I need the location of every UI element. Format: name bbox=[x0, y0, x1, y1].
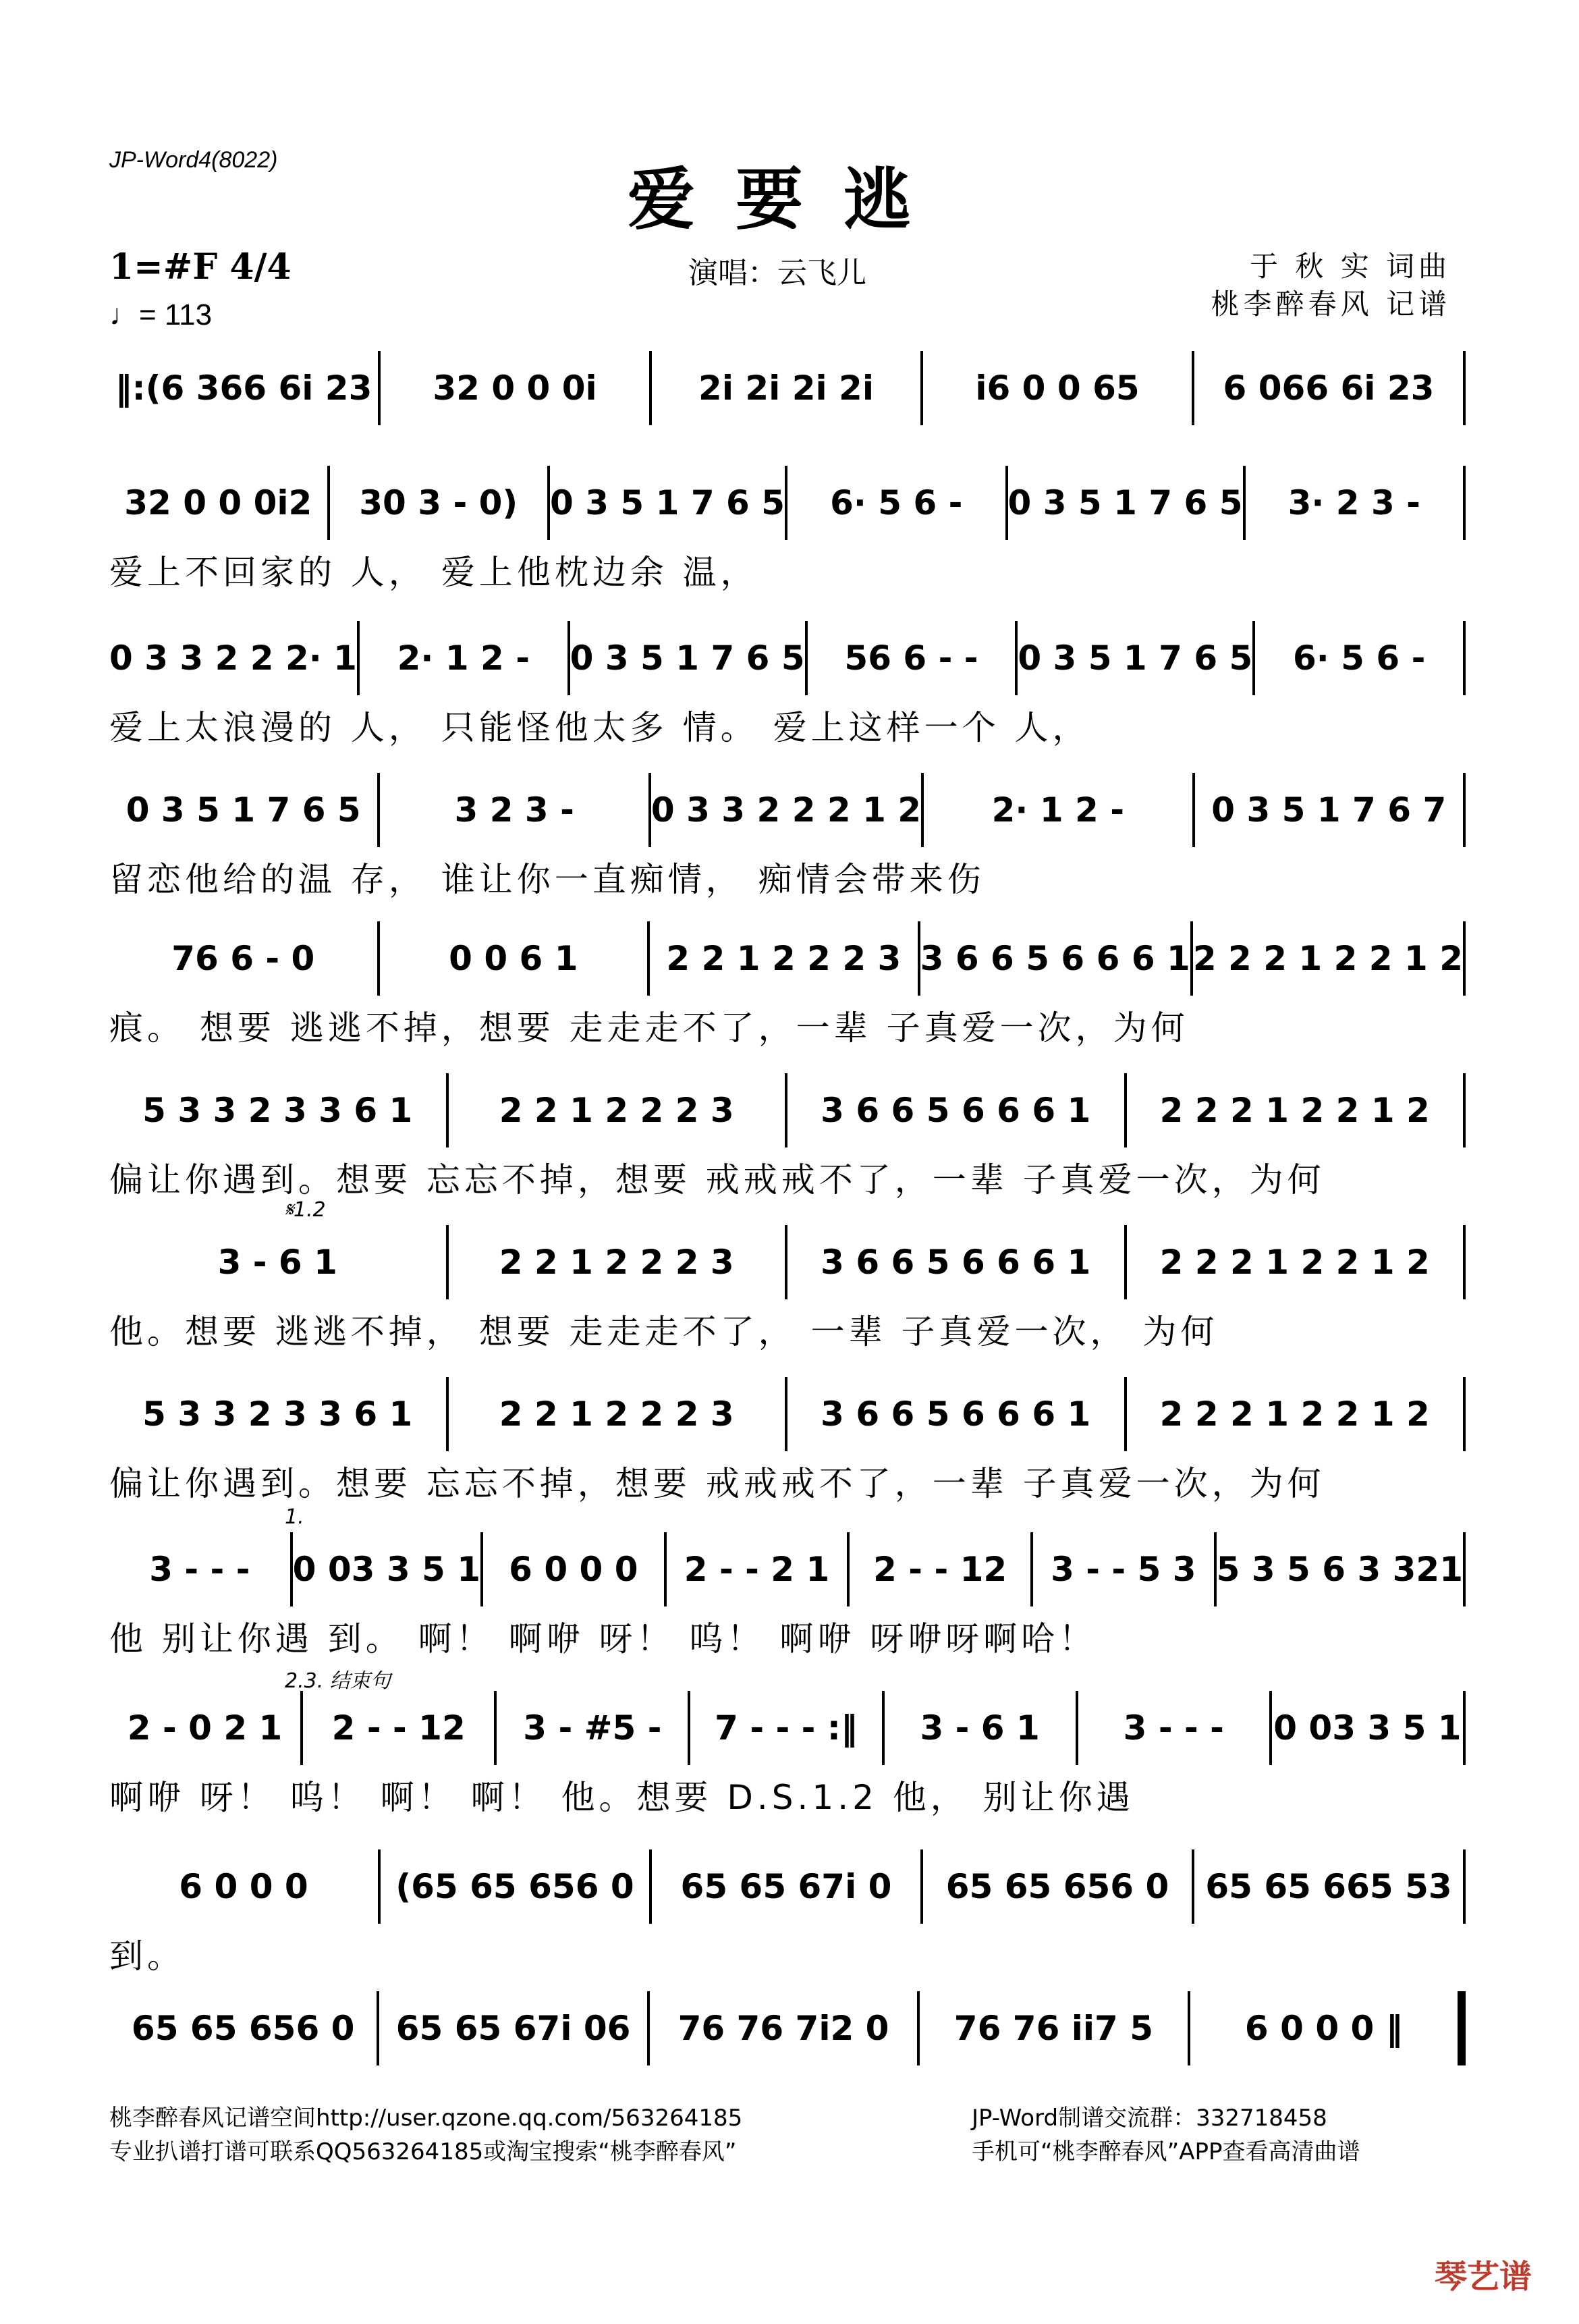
measure: 2 2 2 1 2 2 1 2 bbox=[1127, 1073, 1466, 1147]
notation-line bbox=[109, 466, 1466, 540]
measure: 2i 2i 2i 2i bbox=[652, 351, 923, 425]
measure: 6 0 0 0 ‖ bbox=[1190, 1991, 1466, 2065]
measure: 0 3 5 1 7 6 5 bbox=[550, 466, 787, 540]
measure: 2 2 2 1 2 2 1 2 bbox=[1127, 1377, 1466, 1451]
measure: 3 6 6 5 6 6 6 1 bbox=[787, 1073, 1127, 1147]
notation-line bbox=[109, 1849, 1466, 1924]
measure: 2 2 2 1 2 2 1 2 bbox=[1193, 921, 1466, 996]
measure: (65 65 656 0 bbox=[381, 1849, 652, 1924]
lyrics-line: 他。想要 逃逃不掉， 想要 走走走不了， 一辈 子真爱一次， 为何 bbox=[109, 1312, 1219, 1351]
measure: 2 - 0 2 1 bbox=[109, 1691, 303, 1765]
measure: 0 3 5 1 7 6 5 bbox=[1018, 621, 1255, 695]
measure: 0 3 5 1 7 6 5 bbox=[1008, 466, 1246, 540]
measure: 6 066 6i 23 bbox=[1194, 351, 1466, 425]
measure: 7 - - - :‖ bbox=[690, 1691, 884, 1765]
section-mark: 2.3. 结束句 bbox=[285, 1669, 391, 1693]
notation-line bbox=[109, 1225, 1466, 1299]
measure: 3 - #5 - bbox=[497, 1691, 690, 1765]
measure: 2· 1 2 - bbox=[924, 773, 1194, 847]
measure: 65 65 67i 06 bbox=[379, 1991, 649, 2065]
measure: 2 2 1 2 2 2 3 bbox=[449, 1073, 788, 1147]
notation-line bbox=[109, 621, 1466, 695]
lyrics-line: 啊咿 呀！ 呜！ 啊！ 啊！ 他。想要 D.S.1.2 他， 别让你遇 bbox=[109, 1778, 1134, 1817]
notation-line bbox=[109, 1532, 1466, 1606]
measure: 6· 5 6 - bbox=[1255, 621, 1466, 695]
measure: 3 - - - bbox=[1078, 1691, 1272, 1765]
measure: 5 3 3 2 3 3 6 1 bbox=[109, 1377, 449, 1451]
measure: 65 65 656 0 bbox=[923, 1849, 1194, 1924]
measure: 2 2 1 2 2 2 3 bbox=[650, 921, 920, 996]
measure: 76 76 ii7 5 bbox=[920, 1991, 1190, 2065]
measure: 3 6 6 5 6 6 6 1 bbox=[787, 1377, 1127, 1451]
software-label: JP-Word4(8022) bbox=[109, 147, 278, 173]
footer-right-2: 手机可“桃李醉春风”APP查看高清曲谱 bbox=[972, 2138, 1360, 2165]
transcriber-credit: 桃李醉春风 记谱 bbox=[1211, 288, 1451, 321]
measure: 32 0 0 0i2 bbox=[109, 466, 330, 540]
measure: 56 6 - - bbox=[808, 621, 1018, 695]
measure: 32 0 0 0i bbox=[381, 351, 652, 425]
measure: 3 - 6 1 bbox=[885, 1691, 1078, 1765]
measure: ‖:(6 366 6i 23 bbox=[109, 351, 381, 425]
measure: 0 3 3 2 2 2 1 2 bbox=[651, 773, 924, 847]
site-logo: 琴艺谱 bbox=[1434, 2258, 1532, 2296]
notation-line bbox=[109, 773, 1466, 847]
key-signature: 1=#F 4/4 bbox=[109, 246, 292, 288]
singer-credit: 演唱：云飞儿 bbox=[688, 256, 866, 290]
measure: 0 3 5 1 7 6 5 bbox=[109, 773, 380, 847]
measure: 0 03 3 5 1 bbox=[1272, 1691, 1466, 1765]
lyrics-line: 爱上不回家的 人， 爱上他枕边余 温， bbox=[109, 553, 758, 592]
lyrics-line: 留恋他给的温 存， 谁让你一直痴情， 痴情会带来伤 bbox=[109, 860, 985, 899]
notation-line bbox=[109, 921, 1466, 996]
footer-left-1: 桃李醉春风记谱空间http://user.qzone.qq.com/563264185 bbox=[109, 2105, 743, 2132]
measure: 76 76 7i2 0 bbox=[650, 1991, 920, 2065]
measure: 65 65 67i 0 bbox=[652, 1849, 923, 1924]
measure: i6 0 0 65 bbox=[923, 351, 1194, 425]
measure: 3 2 3 - bbox=[380, 773, 650, 847]
measure: 65 65 656 0 bbox=[109, 1991, 379, 2065]
notation-line bbox=[109, 1991, 1466, 2065]
measure: 3· 2 3 - bbox=[1246, 466, 1466, 540]
measure: 3 - - 5 3 bbox=[1033, 1532, 1217, 1606]
measure: 0 03 3 5 1 bbox=[293, 1532, 483, 1606]
composer-credit: 于 秋 实 词曲 bbox=[1249, 250, 1451, 283]
measure: 5 3 5 6 3 321 bbox=[1217, 1532, 1466, 1606]
notation-line bbox=[109, 1073, 1466, 1147]
measure: 65 65 665 53 bbox=[1194, 1849, 1466, 1924]
measure: 0 3 3 2 2 2· 1 bbox=[109, 621, 360, 695]
lyrics-line: 到。 bbox=[109, 1937, 185, 1976]
notation-line bbox=[109, 1691, 1466, 1765]
measure: 2 - - 12 bbox=[303, 1691, 497, 1765]
measure: 2 - - 12 bbox=[850, 1532, 1033, 1606]
song-title: 爱要逃 bbox=[628, 159, 951, 239]
lyrics-line: 他 别让你遇 到。 啊！ 啊咿 呀！ 呜！ 啊咿 呀咿呀啊哈！ bbox=[109, 1619, 1097, 1658]
measure: 2 2 1 2 2 2 3 bbox=[449, 1225, 788, 1299]
measure: 2 - - 2 1 bbox=[667, 1532, 850, 1606]
notation-line bbox=[109, 1377, 1466, 1451]
section-mark: 1. bbox=[285, 1505, 304, 1529]
lyrics-line: 爱上太浪漫的 人， 只能怪他太多 情。 爱上这样一个 人， bbox=[109, 708, 1090, 747]
measure: 6 0 0 0 bbox=[483, 1532, 667, 1606]
measure: 2· 1 2 - bbox=[360, 621, 570, 695]
measure: 3 6 6 5 6 6 6 1 bbox=[787, 1225, 1127, 1299]
lyrics-line: 偏让你遇到。想要 忘忘不掉，想要 戒戒戒不了，一辈 子真爱一次，为何 bbox=[109, 1160, 1325, 1199]
measure: 0 3 5 1 7 6 5 bbox=[570, 621, 808, 695]
measure: 6· 5 6 - bbox=[787, 466, 1008, 540]
measure: 2 2 2 1 2 2 1 2 bbox=[1127, 1225, 1466, 1299]
tempo-marking: ♩= 113 bbox=[109, 298, 213, 331]
measure: 3 - 6 1 bbox=[109, 1225, 449, 1299]
measure: 3 - - - bbox=[109, 1532, 293, 1606]
measure: 0 3 5 1 7 6 7 bbox=[1195, 773, 1466, 847]
measure: 6 0 0 0 bbox=[109, 1849, 381, 1924]
measure: 30 3 - 0) bbox=[330, 466, 551, 540]
lyrics-line: 痕。 想要 逃逃不掉，想要 走走走不了，一辈 子真爱一次，为何 bbox=[109, 1008, 1189, 1048]
measure: 2 2 1 2 2 2 3 bbox=[449, 1377, 788, 1451]
measure: 0 0 6 1 bbox=[380, 921, 650, 996]
measure: 76 6 - 0 bbox=[109, 921, 380, 996]
section-mark: 𝄋1.2 bbox=[285, 1198, 326, 1222]
lyrics-line: 偏让你遇到。想要 忘忘不掉，想要 戒戒戒不了，一辈 子真爱一次，为何 bbox=[109, 1464, 1325, 1503]
footer-left-2: 专业扒谱打谱可联系QQ563264185或淘宝搜索“桃李醉春风” bbox=[109, 2138, 737, 2165]
measure: 3 6 6 5 6 6 6 1 bbox=[920, 921, 1193, 996]
footer-right-1: JP-Word制谱交流群：332718458 bbox=[972, 2105, 1327, 2132]
measure: 5 3 3 2 3 3 6 1 bbox=[109, 1073, 449, 1147]
notation-line bbox=[109, 351, 1466, 425]
